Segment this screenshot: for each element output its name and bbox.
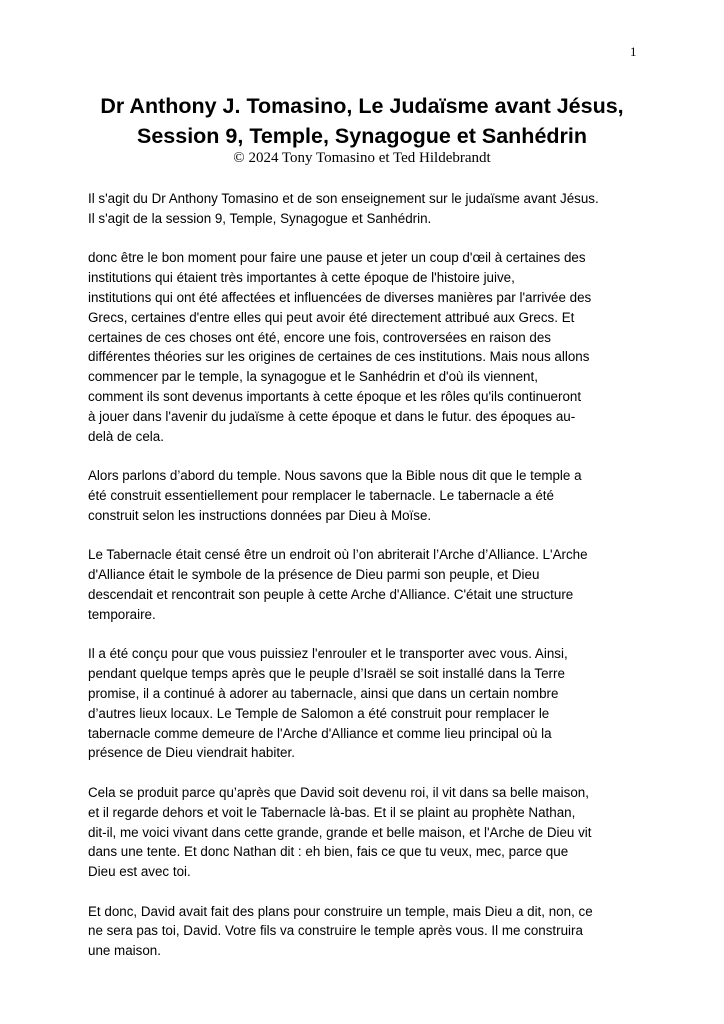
paragraph: [88, 545, 648, 624]
paragraph-line: Le Tabernacle était censé être un endroit où l’on abriterait l’Arche d’Alliance. L'Arche: [88, 547, 588, 563]
document-title: [60, 91, 664, 151]
paragraph-line: donc être le bon moment pour faire une pause et jeter un coup d'œil à certaines des: [88, 250, 586, 266]
paragraph: [88, 902, 648, 961]
transcript-body: [88, 189, 648, 981]
paragraph-line: Dieu est avec toi.: [88, 864, 191, 880]
paragraph-line: certaines de ces choses ont été, encore une fois, controversées en raison des: [88, 329, 551, 345]
paragraph-line: temporaire.: [88, 606, 156, 622]
paragraph-line: institutions qui étaient très importantes à cette époque de l'histoire juive,: [88, 270, 515, 286]
paragraph-line: Et donc, David avait fait des plans pour construire un temple, mais Dieu a dit, non, ce: [88, 903, 593, 919]
paragraph-line: descendait et rencontrait son peuple à cette Arche d'Alliance. C'était une structure: [88, 586, 574, 602]
paragraph-line: différentes théories sur les origines de certaines de ces institutions. Mais nous allons: [88, 349, 590, 365]
paragraph-line: pendant quelque temps après que le peuple d’Israël se soit installé dans la Terre: [88, 666, 565, 682]
paragraph-line: Grecs, certaines d'entre elles qui peut avoir été directement attribué aux Grecs. Et: [88, 309, 575, 325]
paragraph: [88, 783, 648, 882]
page-number: 1: [630, 44, 637, 59]
paragraph: [88, 644, 648, 763]
paragraph-line: Cela se produit parce qu’après que David soit devenu roi, il vit dans sa belle maison,: [88, 784, 589, 800]
paragraph-line: une maison.: [88, 943, 161, 959]
paragraph-line: à jouer dans l'avenir du judaïsme à cette époque et dans le futur. des époques au-: [88, 408, 576, 424]
paragraph-line: delà de cela.: [88, 428, 164, 444]
paragraph-line: ne sera pas toi, David. Votre fils va construire le temple après vous. Il me construira: [88, 923, 583, 939]
paragraph-line: commencer par le temple, la synagogue et le Sanhédrin et d'où ils viennent,: [88, 369, 538, 385]
paragraph-line: comment ils sont devenus importants à cette époque et les rôles qu'ils continueront: [88, 388, 582, 404]
title-line-2: Session 9, Temple, Synagogue et Sanhédrin: [136, 124, 588, 148]
paragraph-line: Alors parlons d’abord du temple. Nous savons que la Bible nous dit que le temple a: [88, 468, 582, 484]
paragraph-line: tabernacle comme demeure de l'Arche d'Alliance et comme lieu principal où la: [88, 725, 552, 741]
paragraph-line: dans une tente. Et donc Nathan dit : eh bien, fais ce que tu veux, mec, parce que: [88, 844, 569, 860]
paragraph-line: été construit essentiellement pour remplacer le tabernacle. Le tabernacle a été: [88, 487, 554, 503]
paragraph: [88, 248, 648, 446]
paragraph: [88, 189, 648, 229]
paragraph-line: promise, il a continué à adorer au tabernacle, ainsi que dans un certain nombre: [88, 685, 559, 701]
paragraph-line: d’autres lieux locaux. Le Temple de Salomon a été construit pour remplacer le: [88, 705, 550, 721]
copyright-line: © 2024 Tony Tomasino et Ted Hildebrandt: [233, 150, 491, 166]
title-line-1: Dr Anthony J. Tomasino, Le Judaïsme avant Jésus,: [100, 94, 624, 118]
paragraph-line: dit-il, me voici vivant dans cette grande, grande et belle maison, et l'Arche de Dieu vit: [88, 824, 592, 840]
paragraph-line: institutions qui ont été affectées et influencées de diverses manières par l'arrivée des: [88, 289, 592, 305]
paragraph: [88, 466, 648, 525]
paragraph-line: d'Alliance était le symbole de la présence de Dieu parmi son peuple, et Dieu: [88, 567, 540, 583]
paragraph-line: Il a été conçu pour que vous puissiez l'enrouler et le transporter avec vous. Ainsi,: [88, 646, 568, 662]
paragraph-line: Il s'agit de la session 9, Temple, Synagogue et Sanhédrin.: [88, 210, 432, 226]
paragraph-line: Il s'agit du Dr Anthony Tomasino et de son enseignement sur le judaïsme avant Jésus.: [88, 191, 599, 206]
paragraph-line: et il regarde dehors et voit le Tabernacle là-bas. Et il se plaint au prophète Nathan,: [88, 804, 576, 820]
paragraph-line: construit selon les instructions données par Dieu à Moïse.: [88, 507, 432, 523]
paragraph-line: présence de Dieu viendrait habiter.: [88, 745, 295, 761]
